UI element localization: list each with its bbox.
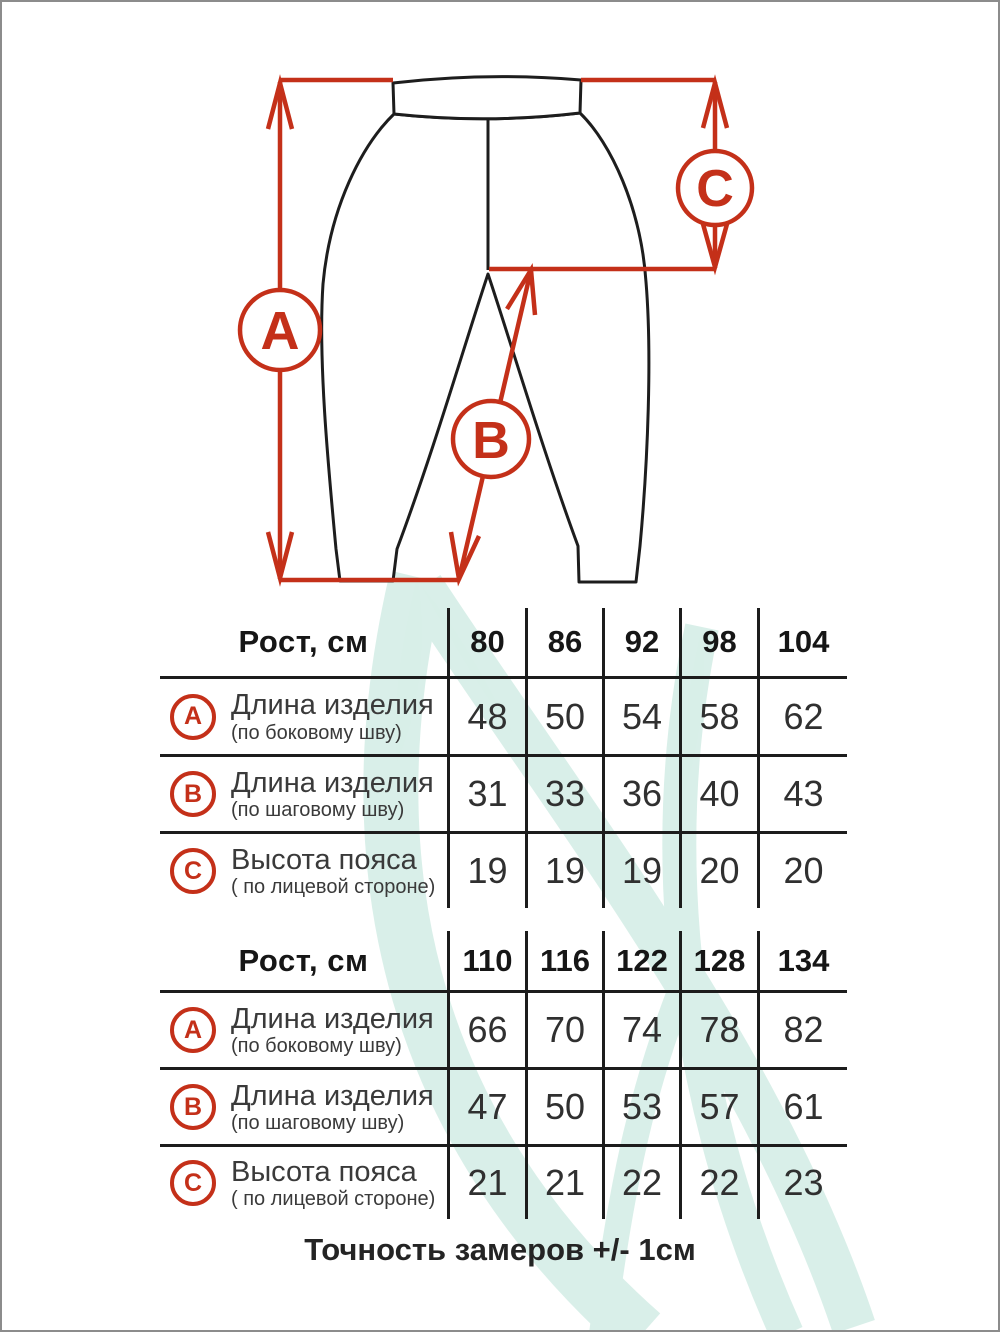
measure-letter-badge: A — [170, 694, 216, 740]
measure-value-cell — [447, 679, 525, 757]
measure-value-cell — [447, 1070, 525, 1147]
measure-label-cell — [160, 1147, 447, 1219]
size-header-cell — [525, 608, 602, 679]
measure-value: 21 — [544, 1162, 586, 1203]
measure-value: 22 — [621, 1162, 663, 1203]
measure-value-cell — [602, 993, 679, 1070]
size-header-cell — [602, 931, 679, 993]
measure-value: 21 — [467, 1162, 508, 1203]
size-header-cell — [447, 608, 525, 679]
size-header-cell — [447, 931, 525, 993]
measure-value-cell — [447, 993, 525, 1070]
measure-value: 58 — [699, 695, 740, 737]
measure-label-text — [231, 1080, 434, 1135]
measure-letter-badge: B — [170, 771, 216, 817]
size-header-value: 80 — [470, 624, 505, 659]
measure-value-cell — [525, 993, 602, 1070]
measure-value: 48 — [467, 695, 508, 737]
size-header-cell — [679, 608, 757, 679]
measure-value-cell — [757, 834, 847, 908]
measure-title: Длина изделия — [231, 1002, 434, 1035]
measure-value: 19 — [467, 850, 508, 891]
size-header-value: 128 — [693, 942, 746, 978]
measure-label-cell — [160, 679, 447, 757]
size-table-110-134 — [160, 931, 847, 1219]
measure-value: 20 — [783, 850, 824, 891]
size-header-value: 92 — [624, 624, 660, 659]
pants-outline — [322, 113, 649, 582]
measure-subtitle: (по боковому шву) — [231, 1035, 402, 1058]
measure-label-cell — [160, 757, 447, 834]
measure-title: Длина изделия — [231, 766, 434, 799]
measure-value-cell — [525, 679, 602, 757]
measure-value: 20 — [699, 850, 740, 891]
measure-value: 50 — [544, 1086, 586, 1127]
measure-letter-badge: C — [170, 1160, 216, 1206]
accuracy-note: Точность замеров +/- 1см — [304, 1232, 696, 1267]
height-header-label: Рост, см — [238, 942, 369, 978]
measure-label-cell — [160, 993, 447, 1070]
badge-b-letter: B — [472, 412, 510, 470]
badge-c-letter: C — [696, 160, 734, 218]
measure-value-cell — [679, 993, 757, 1070]
measure-label-cell — [160, 834, 447, 908]
measure-value-cell — [602, 679, 679, 757]
measure-value-cell — [447, 757, 525, 834]
size-header-cell — [679, 931, 757, 993]
badge-a-letter: A — [260, 301, 300, 361]
measure-label-text — [231, 1003, 434, 1058]
measure-label-text — [231, 1156, 435, 1211]
measure-value: 43 — [783, 773, 824, 814]
measure-value: 23 — [783, 1162, 824, 1203]
measure-value: 36 — [621, 773, 663, 814]
measure-value: 53 — [621, 1086, 663, 1127]
measure-value-cell — [602, 1147, 679, 1219]
measure-title: Длина изделия — [231, 1079, 434, 1112]
measure-value-cell — [679, 757, 757, 834]
measure-title: Высота пояса — [231, 843, 417, 876]
measure-value: 31 — [467, 773, 508, 814]
size-header-value: 110 — [462, 942, 513, 978]
measure-value: 82 — [783, 1009, 824, 1050]
measure-value-cell — [602, 757, 679, 834]
measure-value: 61 — [783, 1086, 824, 1127]
measure-value: 78 — [699, 1009, 740, 1050]
measure-label-cell — [160, 1070, 447, 1147]
size-header-cell — [757, 931, 847, 993]
measure-value: 74 — [621, 1009, 663, 1050]
measure-value-cell — [602, 1070, 679, 1147]
measure-value-cell — [447, 834, 525, 908]
measure-subtitle: ( по лицевой стороне) — [231, 1188, 436, 1211]
measure-subtitle: (по боковому шву) — [231, 721, 402, 744]
height-header-cell — [160, 931, 447, 993]
size-header-value: 104 — [777, 624, 830, 659]
measure-value-cell — [679, 834, 757, 908]
measure-value-cell — [679, 1070, 757, 1147]
measure-value: 70 — [544, 1009, 586, 1050]
measure-value: 47 — [467, 1086, 508, 1127]
size-header-value: 122 — [616, 942, 668, 978]
size-header-value: 98 — [702, 624, 737, 659]
measure-value-cell — [757, 1147, 847, 1219]
measure-value-cell — [447, 1147, 525, 1219]
measure-value-cell — [525, 757, 602, 834]
measure-label-text — [231, 689, 434, 744]
measure-value-cell — [525, 1070, 602, 1147]
size-header-value: 134 — [777, 942, 830, 978]
measure-value-cell — [525, 834, 602, 908]
measure-value: 19 — [544, 850, 586, 891]
measure-title: Длина изделия — [231, 689, 434, 722]
measure-letter-badge: A — [170, 1007, 216, 1053]
measure-letter-badge: C — [170, 848, 216, 894]
size-header-cell — [525, 931, 602, 993]
measure-value: 19 — [621, 850, 663, 891]
size-table-80-104 — [160, 608, 847, 908]
measure-value: 66 — [467, 1009, 508, 1050]
measure-value: 33 — [544, 773, 586, 814]
measure-value-cell — [679, 679, 757, 757]
measure-label-text — [231, 767, 434, 822]
measure-value-cell — [679, 1147, 757, 1219]
measure-value: 62 — [783, 695, 824, 737]
pants-measurement-diagram — [2, 2, 1000, 602]
measure-subtitle: (по шаговому шву) — [231, 799, 405, 822]
waistband — [393, 77, 581, 119]
size-header-value: 116 — [539, 942, 590, 978]
measure-value: 57 — [699, 1086, 740, 1127]
height-header-label: Рост, см — [238, 624, 369, 659]
measure-subtitle: ( по лицевой стороне) — [231, 876, 436, 899]
measure-value: 54 — [621, 695, 663, 737]
measure-value-cell — [757, 1070, 847, 1147]
size-header-cell — [757, 608, 847, 679]
measure-value: 40 — [699, 773, 740, 814]
measure-value-cell — [757, 993, 847, 1070]
measure-value: 50 — [544, 695, 586, 737]
measure-letter-badge: B — [170, 1084, 216, 1130]
measure-value-cell — [602, 834, 679, 908]
measure-subtitle: (по шаговому шву) — [231, 1112, 405, 1135]
measure-value-cell — [757, 679, 847, 757]
size-header-cell — [602, 608, 679, 679]
size-header-value: 86 — [547, 624, 583, 659]
measure-label-text — [231, 844, 435, 899]
measure-title: Высота пояса — [231, 1155, 417, 1188]
measure-value-cell — [757, 757, 847, 834]
measure-value: 22 — [699, 1162, 740, 1203]
height-header-cell — [160, 608, 447, 679]
measure-value-cell — [525, 1147, 602, 1219]
